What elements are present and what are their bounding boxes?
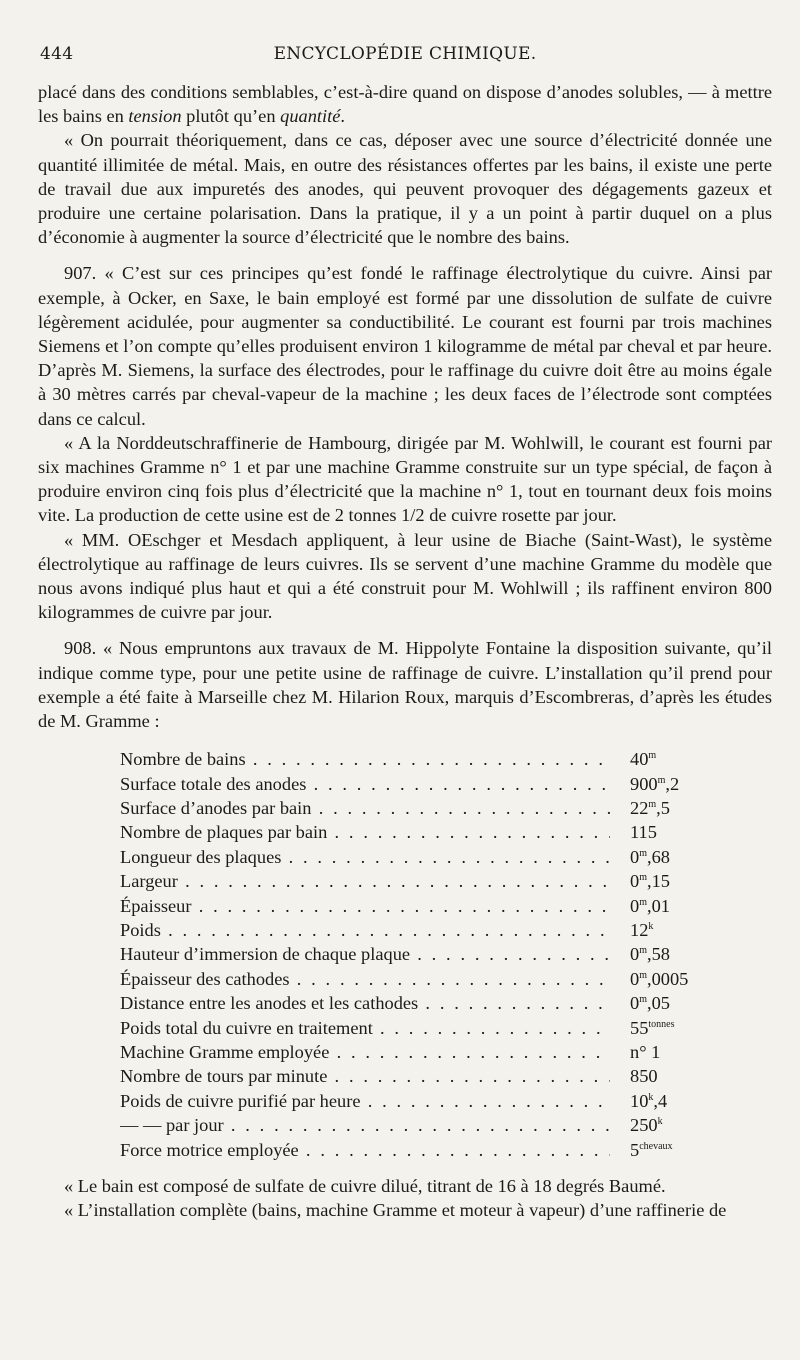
table-row [120,869,720,893]
row-label: Longueur des plaques . . . [120,845,610,869]
text-span: . [340,106,346,127]
value-decimal: ,0005 [646,968,689,989]
value-number: 40 [630,749,649,770]
paragraph-908: 908. « Nous empruntons aux travaux de M. Hippolyte Fontaine la disposition suivante, qu’il indique comme type, pour une petite usine de raffinage de cuivre. L’installation qu’il prend pour exemple a été faite à Marseille chez M. Hilarion Roux, marquis d’Escombreras, d’après les études de M. Gramme : [38,638,772,732]
value-unit: m [639,872,647,884]
value-number: 850 [630,1066,658,1087]
row-label: Force motrice employée . . . [120,1138,610,1162]
row-value [630,967,688,991]
value-number: 0 [630,846,640,867]
table-row [120,772,720,796]
row-label: Hauteur d’immersion de chaque plaque . . . [120,942,610,966]
value-number: 115 [630,822,657,843]
row-label: Épaisseur des cathodes . . . [120,967,610,991]
table-row [120,967,720,991]
table-row [120,942,720,966]
value-unit: m [639,945,647,957]
row-value [630,796,670,820]
value-unit: m [648,799,657,811]
value-unit: m [639,969,647,981]
value-number: 0 [630,895,640,916]
value-unit: m [648,750,657,762]
row-value [630,1138,673,1162]
value-number: 0 [630,944,640,965]
specification-table [120,747,720,1162]
value-decimal: ,01 [646,895,670,916]
row-value [630,894,670,918]
running-title: ENCYCLOPÉDIE CHIMIQUE. [273,44,537,64]
table-row [120,1064,720,1088]
table-row [120,1016,720,1040]
value-decimal: ,58 [646,944,670,965]
table-row [120,845,720,869]
row-value [630,1016,675,1040]
table-row [120,796,720,820]
value-number: 10 [630,1090,649,1111]
value-number: 0 [630,968,640,989]
row-label: Surface d’anodes par bain . . . [120,796,610,820]
value-number: 55 [630,1017,649,1038]
row-label: Nombre de tours par minute . . . [120,1064,610,1088]
row-label: Machine Gramme employée . . . [120,1040,610,1064]
paragraph-installation: « L’installation complète (bains, machine Gramme et moteur à vapeur) d’une raffinerie de [64,1200,727,1221]
value-decimal: ,68 [646,846,670,867]
table-row [120,747,720,771]
row-label: Largeur . . . [120,869,610,893]
row-label: Poids de cuivre purifié par heure . . . [120,1089,610,1113]
row-value [630,845,670,869]
text-span: placé dans des conditions semblables, c’est-à-dire quand on dispose d’anodes solubles, — à mettre les bains en [38,82,772,127]
row-label: Poids . . . [120,918,610,942]
value-decimal: ,4 [653,1090,668,1111]
paragraph-intro-1 [38,80,772,128]
row-value [630,869,670,893]
row-value [630,918,653,942]
value-number: 900 [630,773,658,794]
value-unit: m [639,896,647,908]
value-unit: k [648,921,654,933]
emphasis-quantite: quantité [280,106,341,127]
row-label: Nombre de plaques par bain . . . [120,820,610,844]
row-label: Surface totale des anodes . . . [120,772,610,796]
table-row [120,1113,720,1137]
row-label: Distance entre les anodes et les cathodes . . . [120,991,610,1015]
row-value [630,1040,660,1064]
value-unit: k [657,1116,663,1128]
row-value [630,747,656,771]
table-row [120,1089,720,1113]
paragraph-907: 907. « C’est sur ces principes qu’est fondé le raffinage électrolytique du cuivre. Ainsi par exemple, à Ocker, en Saxe, le bain employé est formé par une dissolution de sulfate de cuivre légèrement acidulée, pour augmenter sa conductibilité. Le courant est fourni par trois machines Siemens et l’on compte qu’elles produisent environ 1 kilogramme de métal par cheval et par heure. D’après M. Siemens, la surface des électrodes, pour le raffinage du cuivre doit être au moins égale à 30 mètres carrés par cheval-vapeur de la machine ; les deux faces de l’électrode sont comptées dans ce calcul. [38,263,772,429]
value-number: n° 1 [630,1041,661,1062]
value-unit: m [657,774,666,786]
value-number: 12 [630,920,649,941]
row-value [630,1064,658,1088]
value-number: 5 [630,1139,640,1160]
value-unit: m [639,847,647,859]
table-row [120,1138,720,1162]
table-row [120,991,720,1015]
table-row [120,820,720,844]
row-value [630,1113,663,1137]
value-unit: chevaux [639,1140,673,1152]
value-decimal: ,2 [665,773,680,794]
row-value [630,991,670,1015]
value-unit: k [648,1091,654,1103]
text-span: plutôt qu’en [181,106,281,127]
row-value [630,942,670,966]
row-value [630,772,679,796]
table-row [120,918,720,942]
table-row [120,1040,720,1064]
table-row [120,894,720,918]
row-label: — — par jour . . . [120,1113,610,1137]
paragraph-intro-2: « On pourrait théoriquement, dans ce cas, déposer avec une source d’électricité donnée une quantité illimitée de métal. Mais, en outre des résistances offertes par les bains, il existe une perte de travail due aux impuretés des anodes, qui peuvent provoquer des dégagements gazeux et produire une certaine polarisation. Dans la pratique, il y a un point à partir duquel on a plus d’économie à augmenter la source d’électricité que le nombre des bains. [38,130,772,248]
value-number: 0 [630,871,640,892]
page-header [40,44,770,68]
paragraph-hambourg: « A la Norddeutschraffinerie de Hambourg, dirigée par M. Wohlwill, le courant est fourni par six machines Gramme n° 1 et par une machine Gramme construite sur un type spécial, de façon à produire environ cinq fois plus d’électricité que la machine n° 1, tout en tournant deux fois moins vite. La production de cette usine est de 2 tonnes 1/2 de cuivre rosette par jour. [38,432,772,526]
paragraph-bain: « Le bain est composé de sulfate de cuivre dilué, titrant de 16 à 18 degrés Baumé. [64,1175,666,1196]
value-number: 0 [630,993,640,1014]
value-decimal: ,05 [646,993,670,1014]
row-label: Poids total du cuivre en traitement . . . [120,1016,610,1040]
emphasis-tension: tension [128,106,182,127]
row-value [630,820,657,844]
value-decimal: ,5 [656,798,670,819]
row-label: Nombre de bains . . . [120,747,610,771]
page-number: 444 [40,44,74,64]
value-decimal: ,15 [646,871,670,892]
body-text [38,80,772,1222]
paragraph-biache: « MM. OEschger et Mesdach appliquent, à leur usine de Biache (Saint-Wast), le système électrolytique au raffinage de leurs cuivres. Ils se servent d’une machine Gramme du modèle que nous avons indiqué plus haut et qui a été construit pour M. Wohlwill ; ils raffinent environ 800 kilogrammes de cuivre par jour. [38,529,772,623]
value-unit: m [639,994,647,1006]
value-number: 22 [630,798,649,819]
row-value [630,1089,667,1113]
row-label: Épaisseur . . . [120,894,610,918]
value-number: 250 [630,1115,658,1136]
value-unit: tonnes [648,1018,675,1030]
